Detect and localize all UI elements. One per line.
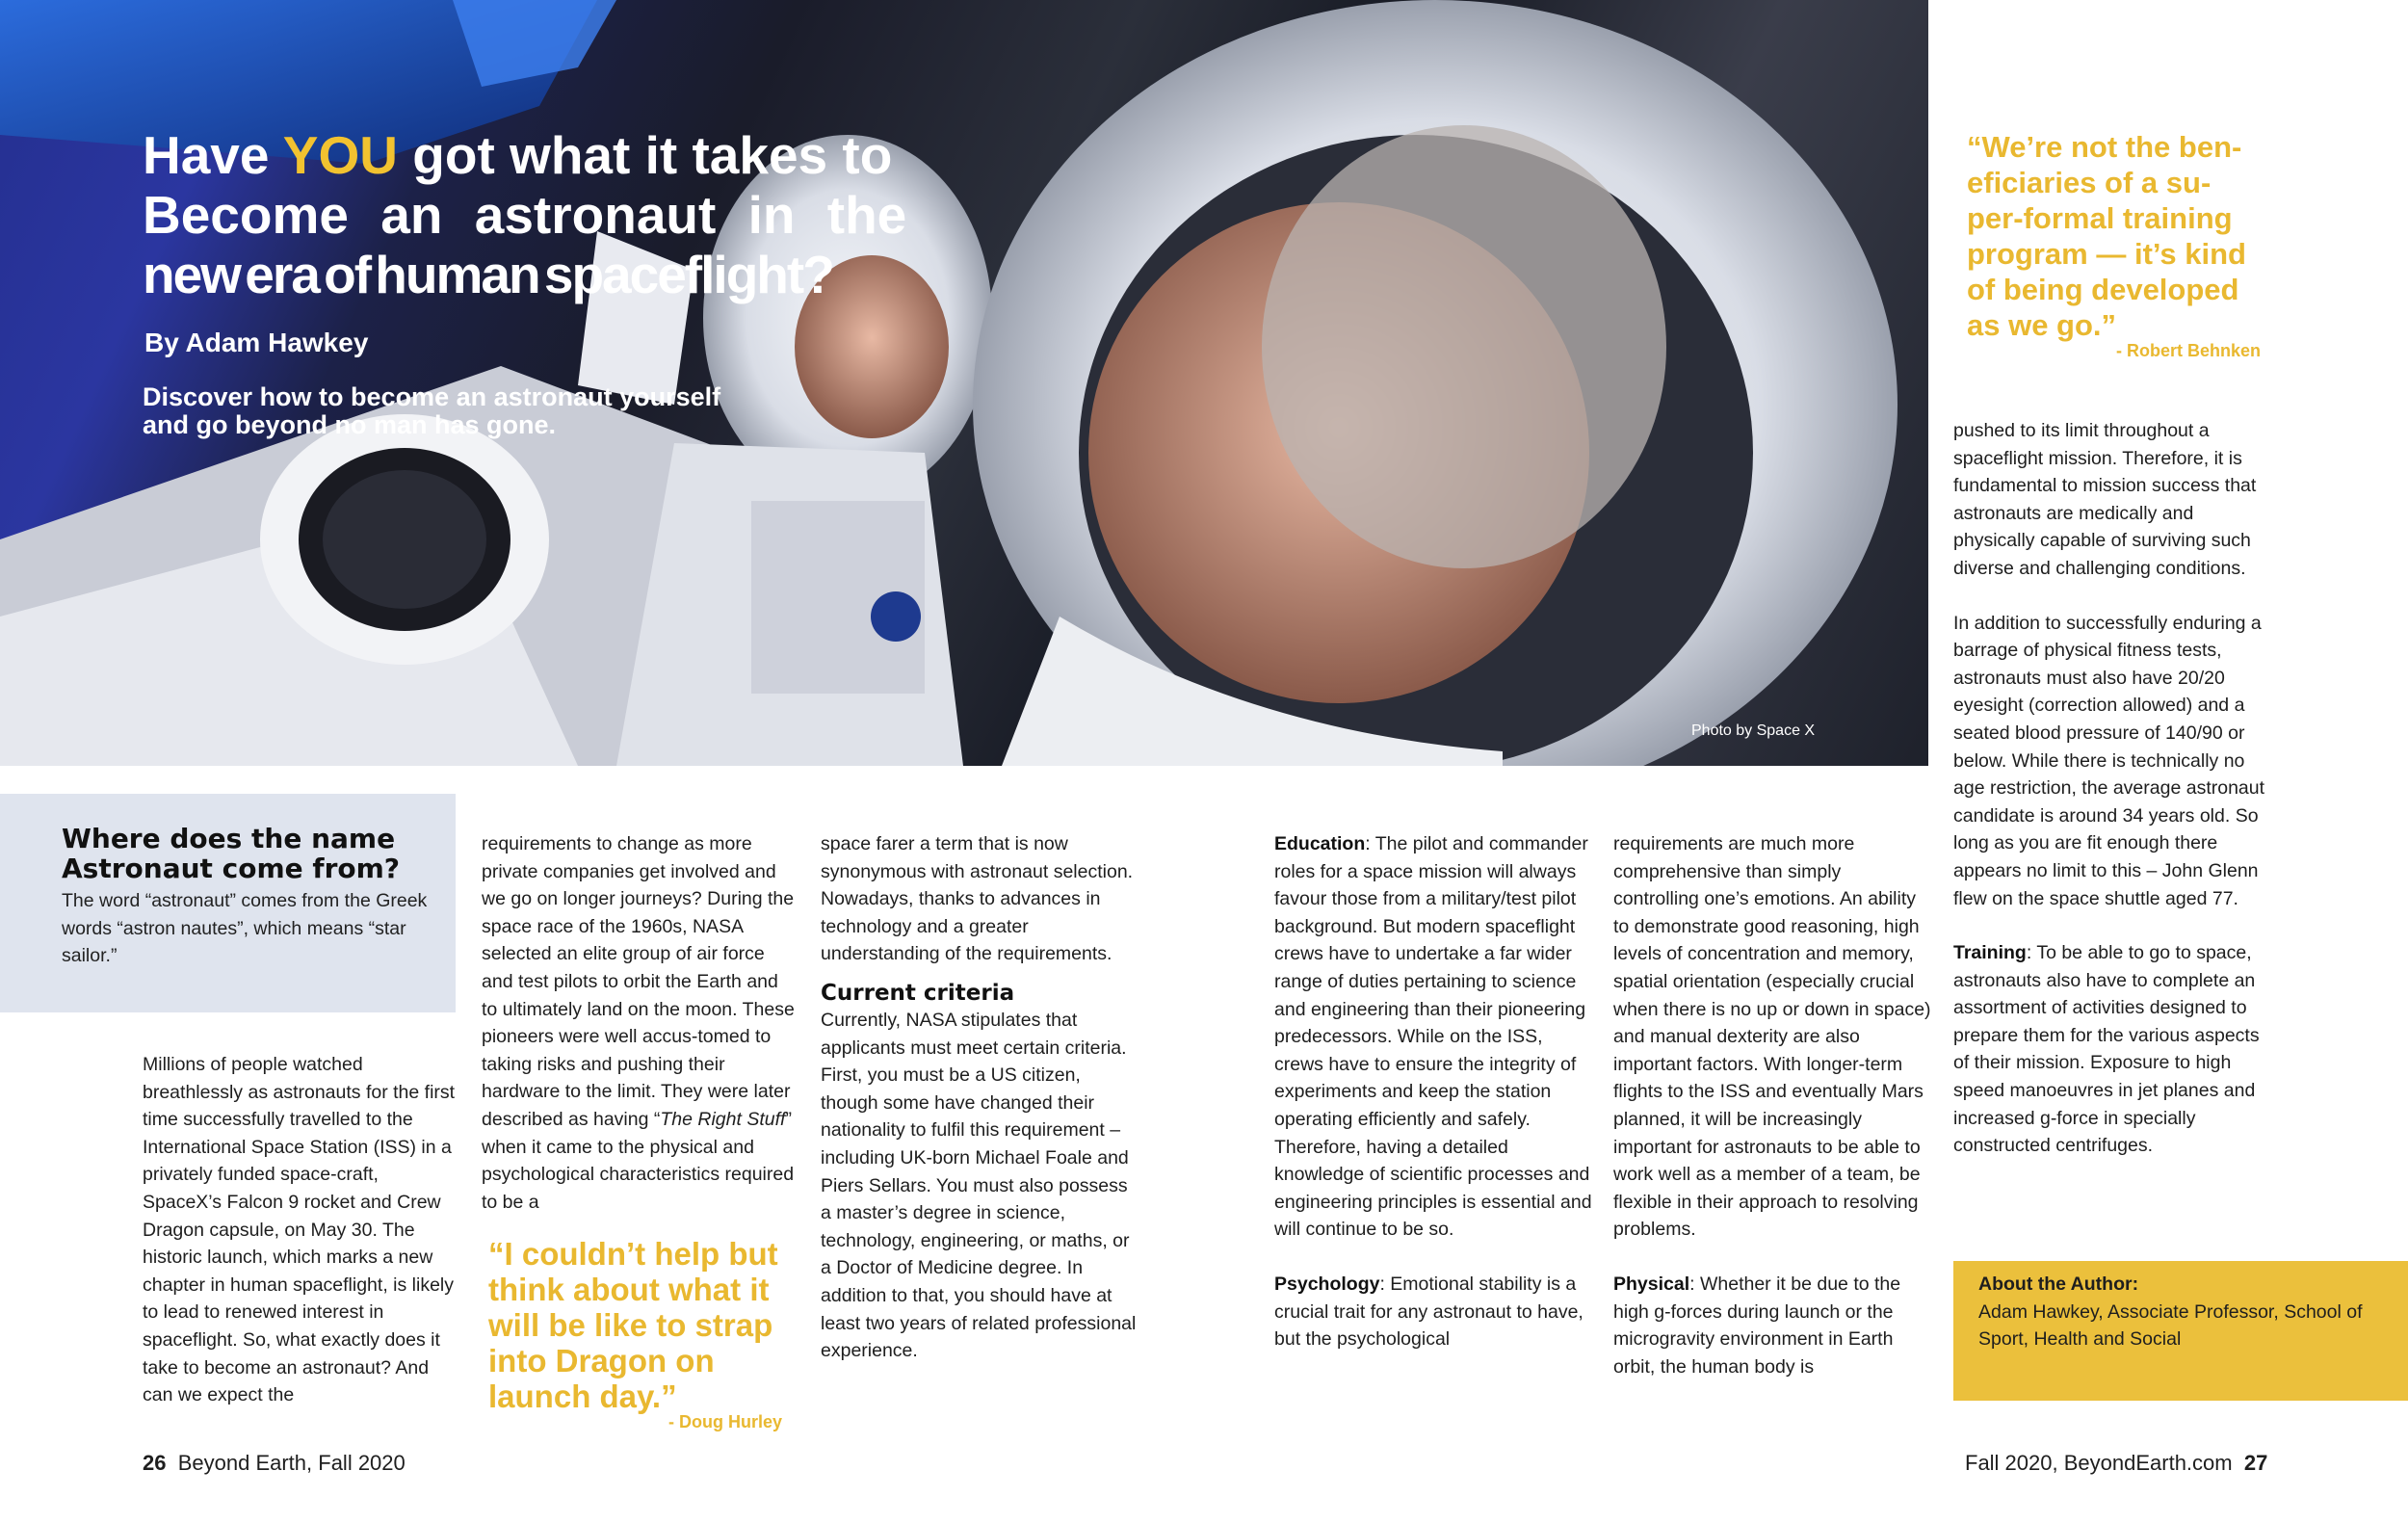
column-5 bbox=[1613, 830, 1931, 1380]
physical-text: : Whether it be due to the high g-forces during launch or the microgravity environment in Earth orbit, the human body is bbox=[1613, 1273, 1901, 1378]
deck-line-1: Discover how to become an astronaut yourself bbox=[143, 382, 721, 411]
column-2-text bbox=[482, 830, 795, 1216]
psychology-label: Psychology bbox=[1274, 1273, 1380, 1295]
column-2-italic: The Right Stuff bbox=[660, 1108, 786, 1130]
article-headline bbox=[143, 125, 971, 304]
footer-left bbox=[143, 1451, 406, 1476]
photo-credit: Photo by Space X bbox=[1691, 722, 1816, 739]
footer-right-text: Fall 2020, BeyondEarth.com bbox=[1965, 1451, 2233, 1475]
column-6-p1: pushed to its limit throughout a spaceflight mission. Therefore, it is fundamental to mission success that astronauts are medically and physically capable of surviving such diverse and challenging conditions. bbox=[1953, 420, 2257, 579]
deck-line-2: and go beyond no man has gone. bbox=[143, 410, 557, 439]
education-label: Education bbox=[1274, 833, 1366, 854]
headline-post: got what it takes to bbox=[397, 125, 893, 185]
headline-you: YOU bbox=[282, 125, 398, 185]
training-label: Training bbox=[1953, 942, 2027, 964]
footer-right bbox=[1965, 1451, 2267, 1476]
about-author-label: About the Author: bbox=[1978, 1274, 2139, 1295]
byline: By Adam Hawkey bbox=[144, 328, 369, 357]
education-text: : The pilot and commander roles for a space mission will always favour those from a military/test pilot background. But modern spaceflight crews have to undertake a far wider range of duties pertaining to science and engineering than their pioneering predecessors. While on the ISS, crews have to ensure the integrity of experiments and keep the station operating efficiently and safely. Therefore, having a detailed knowledge of scientific processes and engineering principles is essential and will continue to be so. bbox=[1274, 833, 1592, 1241]
column-3-body: Currently, NASA stipulates that applicants must meet certain criteria. First, you must be a US citizen, though some have changed their nationality to fulfil this requirement – including UK-born Michael Foale and Piers Sellars. You must also possess a master’s degree in science, technology, engineering, or maths, or a Doctor of Medicine degree. In addition to that, you should have at least two years of related professional experience. bbox=[821, 1009, 1137, 1362]
column-2 bbox=[482, 830, 795, 1216]
column-6 bbox=[1953, 417, 2271, 1160]
column-6-p2: In addition to successfully enduring a barrage of physical fitness tests, astronauts must also have 20/20 eyesight (correction allowed) and a seated blood pressure of 140/90 or below. While there is technically no age restriction, the average astronaut candidate is around 34 years old. So long as you are fit enough there appears no limit to this – John Glenn flew on the space shuttle aged 77. bbox=[1953, 612, 2265, 909]
column-2-post: ” when it came to the physical and psychological characteristics required to be a bbox=[482, 1108, 795, 1213]
page-number-right: 27 bbox=[2243, 1451, 2268, 1475]
column-4 bbox=[1274, 830, 1592, 1353]
training-text: : To be able to go to space, astronauts also have to complete an assortment of activities designed to prepare them for the various aspects of their mission. Exposure to high speed manoeuvres in jet planes and increased g-force in specially constructed centrifuges. bbox=[1953, 942, 2260, 1157]
training-paragraph bbox=[1953, 939, 2271, 1160]
page-number-left: 26 bbox=[143, 1451, 167, 1475]
about-author-text: Adam Hawkey, Associate Professor, School of Sport, Health and Social bbox=[1978, 1300, 2363, 1350]
psychology-paragraph bbox=[1274, 1271, 1592, 1353]
psychology-text: : Emotional stability is a crucial trait for any astronaut to have, but the psychological bbox=[1274, 1273, 1584, 1351]
physical-paragraph bbox=[1613, 1271, 1931, 1380]
sidebar-text: The word “astronaut” comes from the Greek words “astron nautes”, which means “star sailor.” bbox=[62, 890, 428, 966]
column-1 bbox=[143, 1051, 456, 1409]
pullquote-right-attribution: - Robert Behnken bbox=[2115, 341, 2261, 360]
headline-pre: Have bbox=[143, 125, 283, 185]
pullquote-left-attribution: - Doug Hurley bbox=[667, 1412, 782, 1431]
column-1-text: Millions of people watched breathlessly as astronauts for the first time successfully travelled to the International Space Station (ISS) in a privately funded space-craft, SpaceX’s Falcon 9 rocket and Crew Dragon capsule, on May 30. The historic launch, which marks a new chapter in human spaceflight, is likely to lead to renewed interest in spaceflight. So, what exactly does it take to become an astronaut? And can we expect the bbox=[143, 1054, 456, 1406]
footer-left-text: Beyond Earth, Fall 2020 bbox=[177, 1451, 406, 1475]
column-3-intro: space farer a term that is now synonymous with astronaut selection. Nowadays, thanks to advances in technology and a greater understanding of the requirements. bbox=[821, 833, 1134, 965]
pullquote-left: “I couldn’t help but think about what it will be like to strap into Dragon on launch day.” bbox=[488, 1236, 778, 1414]
column-5-text: requirements are much more comprehensive than simply controlling one’s emotions. An ability to demonstrate good reasoning, high levels of concentration and memory, spatial orientation (especially crucial when there is no up or down in space) and manual dexterity are also important factors. With longer-term flights to the ISS and eventually Mars planned, it will be increasingly important for astronauts to be able to work well as a member of a team, be flexible in their approach to resolving problems. bbox=[1613, 833, 1931, 1241]
headline-line3: new era of human spaceflight? bbox=[143, 245, 833, 304]
sidebar-title: Where does the name Astronaut come from? bbox=[62, 823, 401, 884]
pullquote-right: “We’re not the ben-eficiaries of a su-per-formal training program — it’s kind of being developed as we go.” bbox=[1967, 130, 2246, 342]
headline-line2: Become an astronaut in the bbox=[143, 185, 907, 245]
column-3 bbox=[821, 830, 1139, 1365]
about-author bbox=[1978, 1271, 2383, 1353]
article-deck bbox=[143, 383, 798, 439]
education-paragraph bbox=[1274, 830, 1592, 1244]
physical-label: Physical bbox=[1613, 1273, 1690, 1295]
column-2-pre: requirements to change as more private companies get involved and we go on longer journeys? During the space race of the 1960s, NASA selected an elite group of air force and test pilots to orbit the Earth and to ultimately land on the moon. These pioneers were well accus-tomed to taking risks and pushing their hardware to the limit. They were later described as having “ bbox=[482, 833, 795, 1130]
current-criteria-heading: Current criteria bbox=[821, 980, 1015, 1006]
